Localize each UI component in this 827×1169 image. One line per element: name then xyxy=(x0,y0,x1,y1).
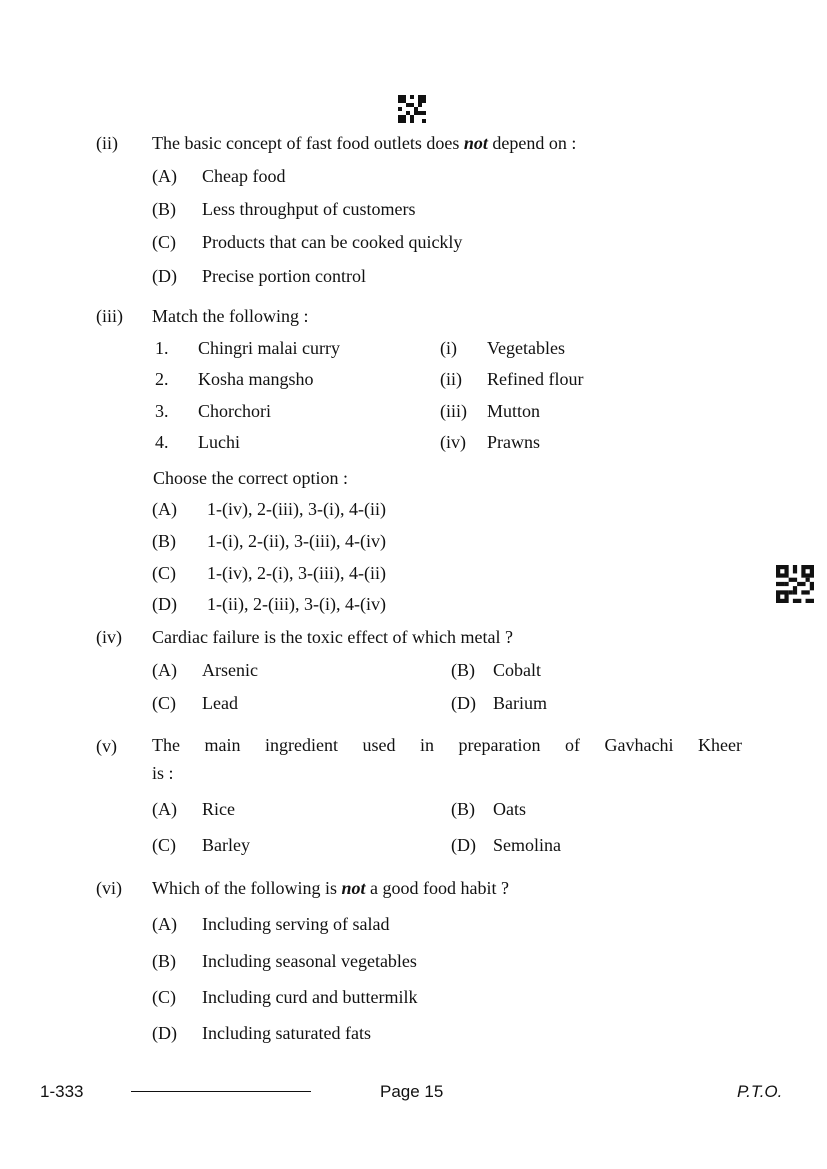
question-text-continued: is : xyxy=(152,763,174,783)
match-left-number: 2. xyxy=(155,369,169,389)
match-right-item: Refined flour xyxy=(487,369,584,389)
option-text: Cheap food xyxy=(202,166,286,186)
question-number: (iv) xyxy=(96,627,122,647)
question-number: (iii) xyxy=(96,306,123,326)
match-right-number: (ii) xyxy=(440,369,462,389)
question-text: Match the following : xyxy=(152,306,309,326)
qr-code-top xyxy=(398,95,426,123)
option-text: Barley xyxy=(202,835,250,855)
match-left-number: 4. xyxy=(155,432,169,452)
option-label: (B) xyxy=(152,531,176,551)
question-text xyxy=(152,877,509,899)
emphasis-text: not xyxy=(341,878,366,898)
option-text: Precise portion control xyxy=(202,266,366,286)
question-text-part: The basic concept of fast food outlets does xyxy=(152,133,464,153)
option-label: (C) xyxy=(152,835,176,855)
match-right-number: (iv) xyxy=(440,432,466,452)
question-text: Cardiac failure is the toxic effect of which metal ? xyxy=(152,627,514,647)
option-label: (A) xyxy=(152,914,177,934)
question-text-part: a good food habit ? xyxy=(365,878,509,898)
option-text: 1-(i), 2-(ii), 3-(iii), 4-(iv) xyxy=(207,531,386,551)
question-text-part: Which of the following is xyxy=(152,878,342,898)
option-text: Cobalt xyxy=(493,660,541,680)
option-text: Semolina xyxy=(493,835,561,855)
paper-code: 1-333 xyxy=(40,1082,84,1101)
option-text: Lead xyxy=(202,693,238,713)
match-right-item: Vegetables xyxy=(487,338,565,358)
match-left-item: Kosha mangsho xyxy=(198,369,314,389)
option-label: (B) xyxy=(451,660,475,680)
option-label: (B) xyxy=(152,951,176,971)
option-text: Including curd and buttermilk xyxy=(202,987,418,1007)
option-label: (C) xyxy=(152,987,176,1007)
footer-divider xyxy=(131,1091,311,1092)
option-text: 1-(iv), 2-(iii), 3-(i), 4-(ii) xyxy=(207,499,386,519)
option-text: Including saturated fats xyxy=(202,1023,371,1043)
question-number: (ii) xyxy=(96,133,118,153)
option-text: 1-(iv), 2-(i), 3-(iii), 4-(ii) xyxy=(207,563,386,583)
option-text: 1-(ii), 2-(iii), 3-(i), 4-(iv) xyxy=(207,594,386,614)
option-label: (A) xyxy=(152,166,177,186)
choose-instruction: Choose the correct option : xyxy=(153,468,348,488)
match-left-item: Luchi xyxy=(198,432,240,452)
match-right-item: Mutton xyxy=(487,401,541,421)
option-text: Including serving of salad xyxy=(202,914,390,934)
option-label: (A) xyxy=(152,660,177,680)
option-label: (D) xyxy=(451,693,476,713)
question-text-part: depend on : xyxy=(487,133,577,153)
option-label: (C) xyxy=(152,232,176,252)
option-label: (C) xyxy=(152,563,176,583)
option-label: (B) xyxy=(152,199,176,219)
option-label: (D) xyxy=(152,1023,177,1043)
question-text: The main ingredient used in preparation of Gavhachi Kheer xyxy=(152,735,742,755)
match-right-item: Prawns xyxy=(487,432,540,452)
match-right-number: (i) xyxy=(440,338,457,358)
page-number: Page 15 xyxy=(380,1082,444,1101)
option-label: (B) xyxy=(451,799,475,819)
option-label: (D) xyxy=(152,594,177,614)
option-label: (C) xyxy=(152,693,176,713)
question-number: (v) xyxy=(96,736,117,756)
option-text: Barium xyxy=(493,693,547,713)
pto-label: P.T.O. xyxy=(737,1082,783,1101)
question-number: (vi) xyxy=(96,878,122,898)
qr-code-side xyxy=(776,565,814,603)
option-label: (A) xyxy=(152,499,177,519)
option-text: Oats xyxy=(493,799,526,819)
match-left-item: Chingri malai curry xyxy=(198,338,340,358)
option-text: Rice xyxy=(202,799,235,819)
option-label: (D) xyxy=(152,266,177,286)
option-text: Less throughput of customers xyxy=(202,199,416,219)
match-left-number: 1. xyxy=(155,338,169,358)
question-text xyxy=(152,132,576,154)
option-label: (A) xyxy=(152,799,177,819)
match-left-number: 3. xyxy=(155,401,169,421)
option-text: Products that can be cooked quickly xyxy=(202,232,463,252)
option-text: Including seasonal vegetables xyxy=(202,951,417,971)
match-left-item: Chorchori xyxy=(198,401,271,421)
emphasis-text: not xyxy=(463,133,488,153)
option-text: Arsenic xyxy=(202,660,258,680)
match-right-number: (iii) xyxy=(440,401,467,421)
option-label: (D) xyxy=(451,835,476,855)
